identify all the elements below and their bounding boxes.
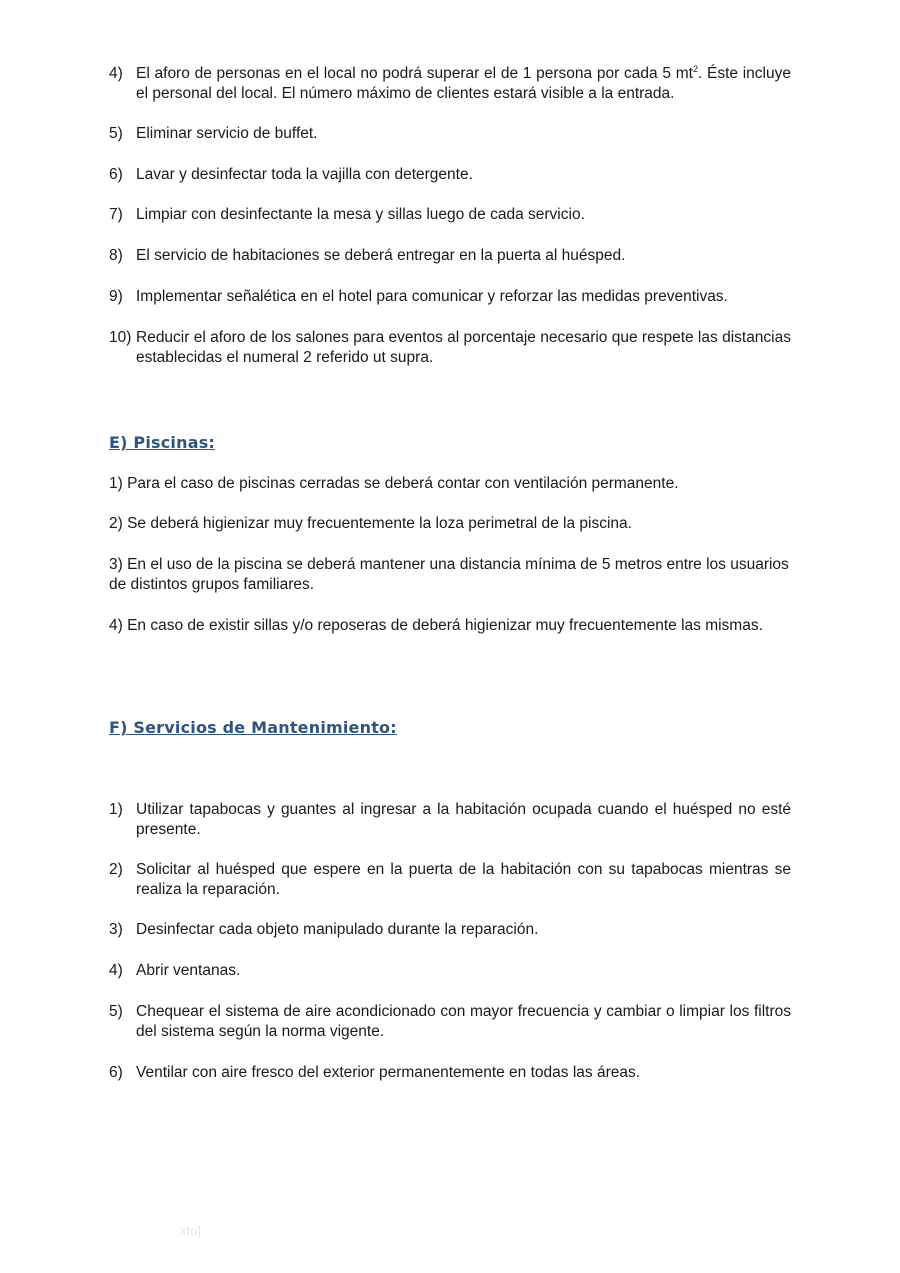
- list-item: 1) Para el caso de piscinas cerradas se deberá contar con ventilación permanente.: [109, 475, 679, 492]
- section-heading-mantenimiento: F) Servicios de Mantenimiento:: [109, 718, 397, 737]
- list-item: 6) Ventilar con aire fresco del exterior permanentemente en todas las áreas.: [109, 1064, 641, 1081]
- list-item: 5) Eliminar servicio de buffet.: [109, 125, 318, 142]
- list-item: 5) Chequear el sistema de aire acondicionado con mayor frecuencia y cambiar o limpiar los filtros del sistema según la norma vigente.: [109, 1003, 791, 1040]
- list-item: 4) Abrir ventanas.: [109, 962, 241, 979]
- page-footer: xto]: [180, 1223, 201, 1238]
- list-item: 4) En caso de existir sillas y/o reposeras de deberá higienizar muy frecuentemente las mismas.: [109, 617, 763, 634]
- list-item: 3) En el uso de la piscina se deberá mantener una distancia mínima de 5 metros entre los usuarios de distintos grupos familiares.: [109, 556, 789, 593]
- list-item: 2) Se deberá higienizar muy frecuentemente la loza perimetral de la piscina.: [109, 515, 632, 532]
- list-item: 10) Reducir el aforo de los salones para eventos al porcentaje necesario que respete las distancias establecidas el numeral 2 referido ut supra.: [109, 329, 791, 366]
- list-item: 7) Limpiar con desinfectante la mesa y sillas luego de cada servicio.: [109, 206, 585, 223]
- list-item: 6) Lavar y desinfectar toda la vajilla con detergente.: [109, 166, 473, 183]
- list-item: 3) Desinfectar cada objeto manipulado durante la reparación.: [109, 921, 539, 938]
- list-item: 8) El servicio de habitaciones se deberá entregar en la puerta al huésped.: [109, 247, 626, 264]
- list-item: 4) El aforo de personas en el local no podrá superar el de 1 persona por cada 5 $mt^2$. Éste incluye el personal del local. El número máximo de clientes estará visible a la entrada.: [109, 63, 791, 102]
- list-item: 9) Implementar señalética en el hotel para comunicar y reforzar las medidas preventivas.: [109, 288, 728, 305]
- section-heading-piscinas: E) Piscinas:: [109, 433, 216, 452]
- list-item: 2) Solicitar al huésped que espere en la puerta de la habitación con su tapabocas mientras se realiza la reparación.: [109, 861, 791, 898]
- list-item: 1) Utilizar tapabocas y guantes al ingresar a la habitación ocupada cuando el huésped no esté presente.: [109, 801, 791, 838]
